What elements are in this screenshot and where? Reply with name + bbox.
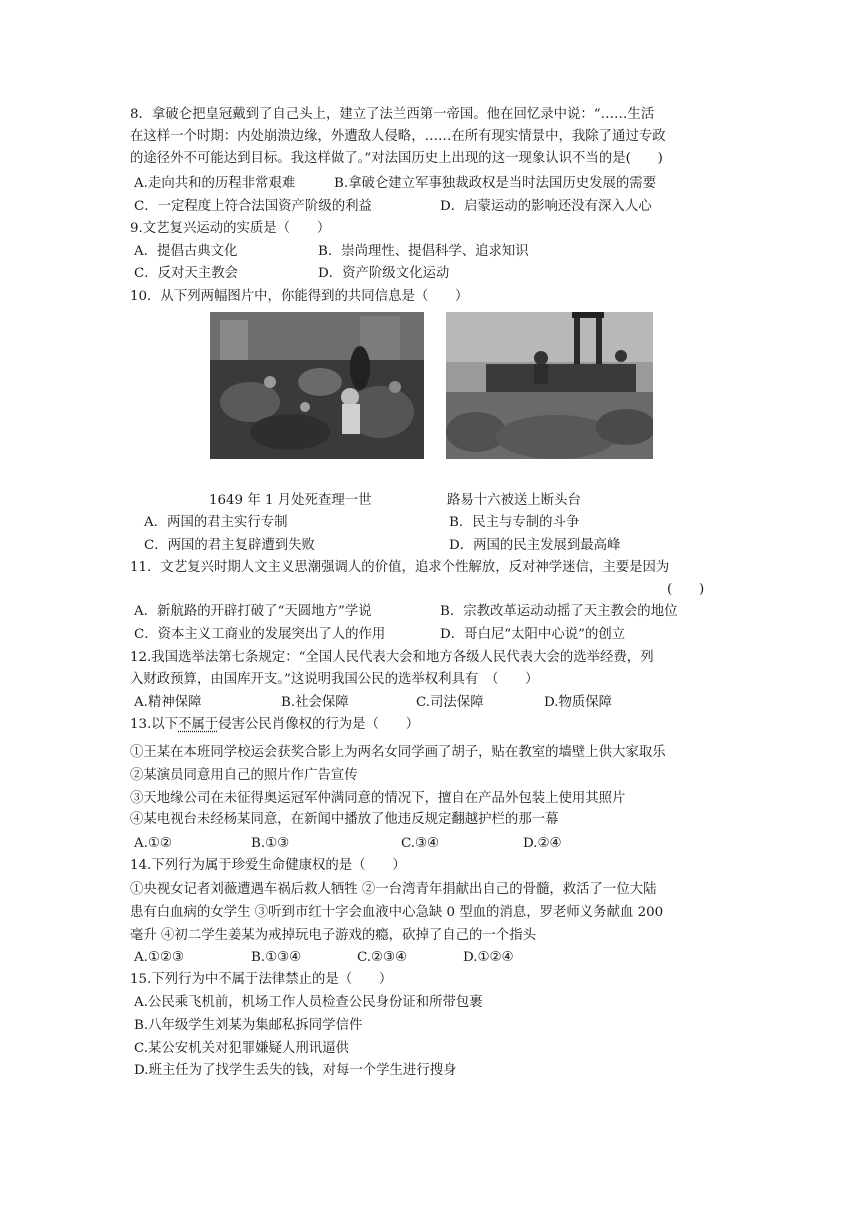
q8-stem-line-1: 8．拿破仑把皇冠戴到了自己头上，建立了法兰西第一帝国。他在回忆录中说：“……生活 (130, 107, 655, 122)
q13-option-c: C.③④ (401, 836, 440, 851)
q12-option-b: B.社会保障 (281, 695, 349, 710)
q13-item-4: ④某电视台未经杨某同意，在新闻中播放了他违反规定翻越护栏的那一幕 (130, 812, 559, 827)
q10-option-a: A．两国的君主实行专制 (144, 515, 288, 530)
q10-caption-2: 路易十六被送上断头台 (447, 493, 581, 508)
q9-option-c: C．反对天主教会 (134, 266, 238, 281)
q14-text-line-3: 毫升 ④初二学生姜某为戒掉玩电子游戏的瘾，砍掉了自己的一个指头 (130, 928, 536, 943)
q8-option-b: B.拿破仑建立军事独裁政权是当时法国历史发展的需要 (334, 176, 657, 191)
q13-item-3: ③天地缘公司在未征得奥运冠军仲满同意的情况下，擅自在产品外包装上使用其照片 (130, 791, 626, 806)
q13-stem (130, 715, 419, 735)
q12-stem-line-1: 12.我国选举法第七条规定：“全国人民代表大会和地方各级人民代表大会的选举经费，列 (130, 650, 654, 665)
q8-stem-line-3: 的途径外不可能达到目标。我这样做了。”对法国历史上出现的这一现象认识不当的是( ) (130, 151, 663, 166)
q11-answer-paren: ( ) (667, 582, 705, 597)
q9-option-b: B．崇尚理性、提倡科学、追求知识 (318, 244, 529, 259)
q14-text-line-2: 患有白血病的女学生 ③听到市红十字会血液中心急缺 0 型血的消息，罗老师义务献血 200 (130, 905, 664, 920)
q12-option-c: C.司法保障 (416, 695, 484, 710)
q13-option-d: D.②④ (523, 836, 562, 851)
q8-stem-line-2: 在这样一个时期：内处崩溃边缘，外遭敌人侵略，……在所有现实情景中，我除了通过专政 (130, 129, 666, 144)
q14-option-b: B.①③④ (251, 950, 302, 965)
q11-option-d: D．哥白尼“太阳中心说”的创立 (440, 627, 626, 642)
q8-option-a: A.走向共和的历程非常艰难 (134, 176, 296, 191)
q10-option-b: B．民主与专制的斗争 (449, 515, 580, 530)
q11-option-a: A．新航路的开辟打破了“天圆地方”学说 (134, 604, 372, 619)
q9-stem: 9.文艺复兴运动的实质是（ ） (130, 221, 331, 236)
q15-option-a: A.公民乘飞机前，机场工作人员检查公民身份证和所带包裹 (134, 995, 483, 1010)
q13-option-a: A.①② (134, 836, 172, 851)
q15-option-d: D.班主任为了找学生丢失的钱，对每一个学生进行搜身 (134, 1063, 457, 1078)
q15-option-c: C.某公安机关对犯罪嫌疑人刑讯逼供 (134, 1041, 349, 1056)
q10-option-c: C．两国的君主复辟遭到失败 (144, 538, 315, 553)
louis-guillotine-image (446, 312, 653, 459)
q10-stem: 10．从下列两幅图片中，你能得到的共同信息是（ ） (130, 289, 469, 304)
q14-option-d: D.①②④ (463, 950, 514, 965)
q11-stem: 11．文艺复兴时期人文主义思潮强调人的价值，追求个性解放，反对神学迷信，主要是因为 (130, 560, 670, 575)
q15-option-b: B.八年级学生刘某为集邮私拆同学信件 (134, 1018, 363, 1033)
q10-caption-1: 1649 年 1 月处死查理一世 (209, 493, 372, 508)
q14-stem: 14.下列行为属于珍爱生命健康权的是（ ） (130, 858, 406, 873)
q13-option-b: B.①③ (251, 836, 290, 851)
q9-option-a: A．提倡古典文化 (134, 244, 238, 259)
q14-option-a: A.①②③ (134, 950, 184, 965)
q9-option-d: D．资产阶级文化运动 (318, 266, 450, 281)
q14-text-line-1: ①央视女记者刘薇遭遇车祸后救人牺牲 ②一台湾青年捐献出自己的骨髓，救活了一位大陆 (130, 882, 657, 897)
q8-option-c: C．一定程度上符合法国资产阶级的利益 (134, 199, 372, 214)
q15-stem: 15.下列行为中不属于法律禁止的是（ ） (130, 972, 393, 987)
q11-option-b: B．宗教改革运动动摇了天主教会的地位 (440, 604, 678, 619)
charles-execution-image (210, 312, 424, 459)
q13-stem-suffix: 侵害公民肖像权的行为是（ ） (218, 717, 420, 732)
q12-option-a: A.精神保障 (134, 695, 202, 710)
q13-stem-prefix: 13.以下 (130, 717, 179, 732)
q13-stem-emphasis: 不属于 (178, 717, 219, 732)
q8-option-d: D．启蒙运动的影响还没有深入人心 (440, 199, 652, 214)
q12-stem-line-2: 入财政预算，由国库开支。”这说明我国公民的选举权利具有 （ ） (130, 672, 539, 687)
q13-item-1: ①王某在本班同学校运会获奖合影上为两名女同学画了胡子，贴在教室的墙壁上供大家取乐 (130, 745, 666, 760)
q10-option-d: D．两国的民主发展到最高峰 (449, 538, 621, 553)
q12-option-d: D.物质保障 (544, 695, 613, 710)
q13-item-2: ②某演员同意用自己的照片作广告宣传 (130, 768, 358, 783)
q11-option-c: C．资本主义工商业的发展突出了人的作用 (134, 627, 386, 642)
q14-option-c: C.②③④ (357, 950, 408, 965)
